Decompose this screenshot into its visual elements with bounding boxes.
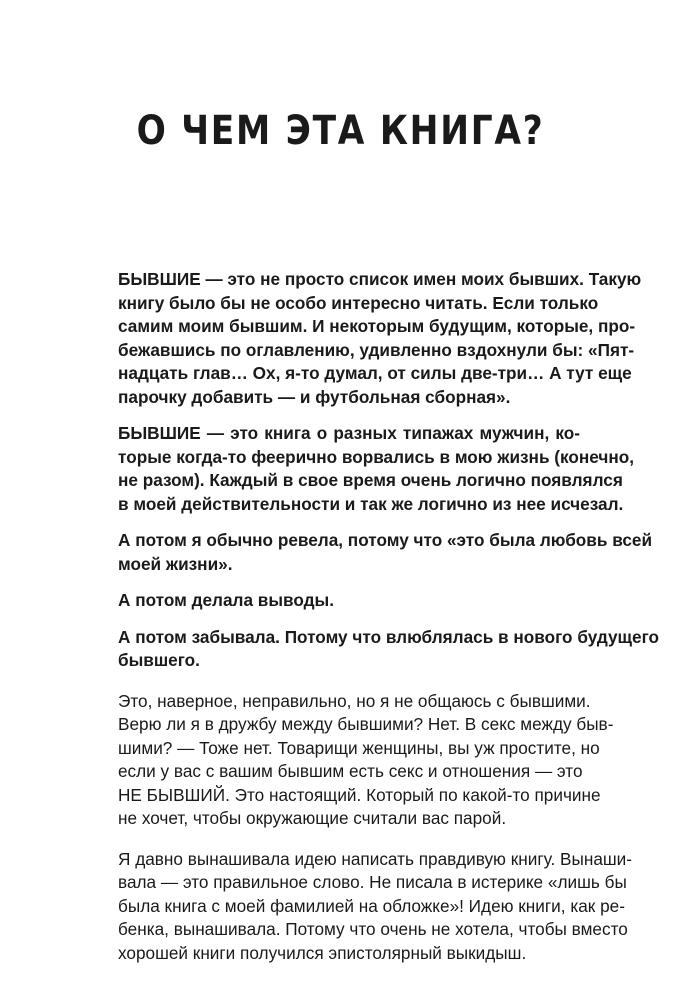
text-line: А потом забывала. Потому что влюблялась в нового будущего bbox=[118, 626, 660, 647]
text-line: Это, наверное, неправильно, но я не общаюсь с бывшими. bbox=[118, 690, 591, 711]
text-line: самим моим бывшим. И некоторым будущим, которые, про- bbox=[118, 316, 636, 336]
text-line: если у вас с вашим бывшим есть секс и отношения — это bbox=[118, 761, 583, 781]
text-line: торые когда-то феерично ворвались в мою жизнь (конечно, bbox=[118, 446, 635, 467]
paragraph-1 bbox=[118, 268, 642, 409]
text-line: бежавшись по оглавлению, удивленно вздохнули бы: «Пят- bbox=[118, 339, 635, 360]
text-line: в моей действительности и так же логично из нее исчезал. bbox=[118, 493, 624, 514]
paragraph-6 bbox=[118, 690, 614, 831]
text-line: бенка, вынашивала. Потому что очень не хотела, чтобы вместо bbox=[118, 919, 628, 939]
paragraph-7 bbox=[118, 848, 632, 966]
paragraph-5 bbox=[118, 626, 660, 673]
text-line: А потом делала выводы. bbox=[118, 590, 335, 610]
text-line: не хочет, чтобы окружающие считали вас парой. bbox=[118, 808, 507, 828]
text-line: бывшего. bbox=[118, 650, 200, 670]
text-line: была книга с моей фамилией на обложке»! Идею книги, как ре- bbox=[118, 895, 625, 916]
text-line: Верю ли я в дружбу между бывшими? Нет. В секс между быв- bbox=[118, 714, 614, 734]
text-line: моей жизни». bbox=[118, 553, 233, 574]
paragraph-3 bbox=[118, 529, 653, 576]
text-line: книгу было бы не особо интересно читать. Если только bbox=[118, 292, 599, 313]
text-line: хорошей книги получился эпистолярный выкидыш. bbox=[118, 942, 527, 963]
text-line: парочку добавить — и футбольная сборная». bbox=[118, 386, 511, 407]
text-line: Я давно вынашивала идею написать правдивую книгу. Вынаши- bbox=[118, 848, 632, 869]
page-title: О ЧЕМ ЭТА КНИГА? bbox=[136, 108, 545, 154]
text-line: НЕ БЫВШИЙ. Это настоящий. Который по какой-то причине bbox=[118, 784, 601, 805]
book-text bbox=[118, 268, 660, 965]
text-line: не разом). Каждый в свое время очень логично появлялся bbox=[118, 470, 623, 490]
text-line: вала — это правильное слово. Не писала в истерике «лишь бы bbox=[118, 872, 627, 892]
paragraph-4 bbox=[118, 589, 580, 613]
text-line: БЫВШИЕ — это книга о разных типажах мужчин, ко- bbox=[118, 423, 580, 443]
paragraph-2 bbox=[118, 422, 635, 516]
text-line: шими? — Тоже нет. Товарищи женщины, вы уж простите, но bbox=[118, 737, 600, 758]
text-line: надцать глав… Ох, я-то думал, от силы две-три… А тут еще bbox=[118, 363, 632, 383]
text-line: А потом я обычно ревела, потому что «это была любовь всей bbox=[118, 530, 653, 550]
text-line: БЫВШИЕ — это не просто список имен моих бывших. Такую bbox=[118, 269, 642, 289]
